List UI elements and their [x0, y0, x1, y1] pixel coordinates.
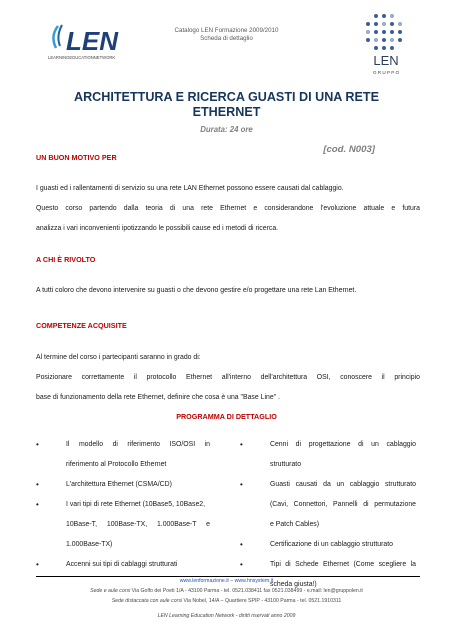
footer-links	[0, 577, 453, 585]
programma-item-line: 10Base-T, 100Base-TX, 1.000Base-T e	[66, 521, 210, 528]
programma-left-column	[36, 435, 210, 575]
footer-copyright-text: LEN Learning Education Network - diritti riservati anno 2009	[157, 613, 296, 619]
programma-item-line: (Cavi, Connettori, Pannelli di permutazione	[270, 501, 416, 508]
rivolto-line: A tutti coloro che devono intervenire su guasti o che devono gestire e/o progettare una rete Lan Ethernet.	[36, 287, 357, 294]
programma-item	[36, 435, 210, 475]
motivo-line: I guasti ed i rallentamenti di servizio su una rete LAN Ethernet possono essere causati dal cablaggio.	[36, 185, 344, 192]
footer-address-main	[0, 587, 453, 595]
footer-copyright	[0, 612, 453, 620]
dot-grid-icon	[366, 14, 402, 50]
footer-address-secondary	[0, 597, 453, 605]
footer-address-secondary-label: Sede distaccata con aule corsi	[111, 598, 183, 604]
bullet-icon: •	[240, 560, 243, 569]
competenze-line: Posizionare correttamente il protocollo Ethernet all'interno dell'architettura OSI, conoscere il principio	[36, 374, 420, 381]
right-logo-wordmark: LEN	[373, 53, 399, 68]
motivo-line: Questo corso partendo dalla teoria di una rete Ethernet e considerandone l'evoluzione attuale e futura	[36, 205, 420, 212]
programma-item-line: riferimento al Protocollo Ethernet	[66, 461, 167, 468]
course-title-line-1: ARCHITETTURA E RICERCA GUASTI DI UNA RETE	[73, 90, 380, 104]
programma-item-line: Guasti causati da un cablaggio strutturato	[270, 481, 416, 488]
competenze-line: Al termine del corso i partecipanti saranno in grado di:	[36, 354, 201, 361]
footer-address-main-label: Sede e aule corsi	[90, 588, 131, 594]
catalog-subtitle: Scheda di dettaglio	[200, 35, 253, 43]
len-education-logo	[48, 22, 130, 62]
section-heading-rivolto: A CHI È RIVOLTO	[36, 255, 96, 264]
section-heading-competenze: COMPETENZE ACQUISITE	[36, 321, 127, 330]
bullet-icon: •	[36, 440, 39, 449]
left-logo-wordmark: LEN	[66, 26, 118, 56]
programma-item-line: Certificazione di un cablaggio strutturato	[270, 541, 393, 548]
catalog-title: Catalogo LEN Formazione 2009/2010	[174, 27, 279, 34]
programma-item-line: Tipi di Schede Ethernet (Come scegliere la	[270, 561, 416, 568]
programma-item-line: Accenni sui tipi di cablaggi strutturati	[66, 561, 178, 568]
programma-item-line: e Patch Cables)	[270, 521, 320, 528]
section-heading-motivo: UN BUON MOTIVO PER	[36, 153, 117, 162]
footer-address-secondary-text: Via Nobel, 14/A – Quartiere SPIP - 43100 Parma - tel. 0521.1910311	[182, 598, 342, 604]
footer-link-separator: –	[228, 578, 235, 584]
programma-heading: PROGRAMMA DI DETTAGLIO	[176, 412, 277, 421]
len-gruppo-logo	[358, 12, 414, 76]
section-body-competenze	[36, 348, 420, 408]
right-logo-sub: G R U P P O	[372, 70, 400, 75]
competenze-line: base di funzionamento della rete Ethernet, definire che cosa è una "Base Line" .	[36, 394, 280, 401]
programma-item-line: 1.000Base-TX)	[66, 541, 113, 548]
bullet-icon: •	[36, 560, 39, 569]
programma-item-line: L'architettura Ethernet (CSMA/CD)	[66, 481, 172, 488]
bullet-icon: •	[240, 440, 243, 449]
programma-item-line: Il modello di riferimento ISO/OSI in	[66, 441, 210, 448]
section-body-motivo	[36, 179, 420, 239]
left-logo-tagline: LEARNINGEDUCATIONNETWORK	[48, 55, 116, 60]
footer-address-main-text: Via Golfo dei Poeti 1/A - 43100 Parma - tel. 0521.038411 fax 0521.038499 - e.mail: len@gruppolen.it	[130, 588, 363, 594]
programma-item	[240, 435, 416, 475]
footer-link-lenformazione[interactable]: www.lenformazione.it	[179, 578, 229, 584]
bullet-icon: •	[240, 480, 243, 489]
section-body-rivolto	[36, 281, 420, 301]
programma-item-line: Cenni di progettazione di un cablaggio	[270, 441, 416, 448]
course-title	[40, 90, 413, 119]
motivo-line: analizza i vari inconvenienti ipotizzando le possibili cause ed i metodi di ricerca.	[36, 225, 279, 232]
course-code: [cod. N003]	[323, 144, 375, 155]
footer-link-hnsystem[interactable]: www.hnsystem.it	[234, 578, 274, 584]
programma-right-column	[240, 435, 416, 595]
programma-item	[240, 475, 416, 535]
bullet-icon: •	[36, 500, 39, 509]
bullet-icon: •	[36, 480, 39, 489]
course-duration: Durata: 24 ore	[200, 125, 253, 134]
programma-item-line: scheda giusta!)	[270, 581, 317, 588]
programma-item	[36, 495, 210, 555]
programma-item	[36, 555, 210, 575]
programma-item-line: strutturato	[270, 461, 302, 468]
programma-item-line: I vari tipi di rete Ethernet (10Base5, 10Base2,	[66, 501, 206, 508]
programma-item	[36, 475, 210, 495]
bullet-icon: •	[240, 540, 243, 549]
programma-item	[240, 535, 416, 555]
course-title-line-2: ETHERNET	[192, 104, 261, 119]
